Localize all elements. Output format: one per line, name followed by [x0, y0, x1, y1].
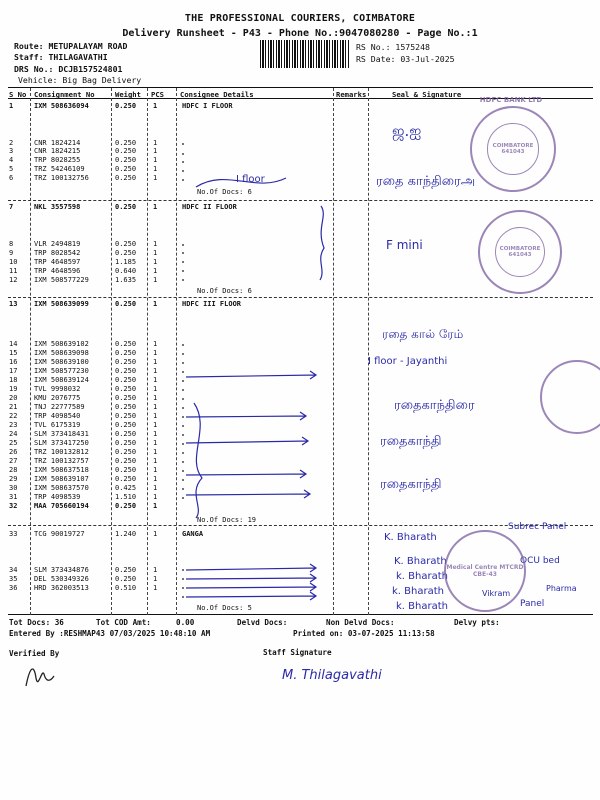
row-pieces: 1 — [153, 276, 158, 284]
row-serial-number: 16 — [9, 358, 18, 366]
row-consignment-number: TRZ 100132812 — [34, 448, 89, 456]
row-weight: 0.250 — [115, 403, 137, 411]
consignee-name: HDFC III FLOOR — [182, 300, 242, 308]
row-consignment-number: SLM 373434876 — [34, 566, 89, 574]
row-weight: 0.250 — [115, 102, 137, 110]
consignee-name: GANGA — [182, 530, 204, 538]
row-weight: 0.250 — [115, 466, 137, 474]
row-pieces: 1 — [153, 156, 158, 164]
total-docs: Tot Docs: 36 — [9, 618, 64, 627]
row-weight: 0.250 — [115, 240, 137, 248]
handwritten-note: Subrec Panel — [508, 522, 567, 532]
row-pieces: 1 — [153, 475, 158, 483]
row-consignment-number: IXM 508639100 — [34, 358, 89, 366]
row-weight: 0.250 — [115, 249, 137, 257]
row-weight: 1.635 — [115, 276, 137, 284]
col-header-sno: S No — [9, 90, 27, 99]
row-serial-number: 35 — [9, 575, 18, 583]
group-doc-count: No.Of Docs: 6 — [197, 287, 252, 295]
row-pieces: 1 — [153, 349, 158, 357]
company-title: THE PROFESSIONAL COURIERS, COIMBATORE — [184, 13, 416, 24]
rs-number: RS No.: 1575248 — [356, 42, 430, 52]
col-header-remarks: Remarks — [336, 90, 367, 99]
row-weight: 0.250 — [115, 439, 137, 447]
row-weight: 0.250 — [115, 349, 137, 357]
row-weight: 0.250 — [115, 394, 137, 402]
row-pieces: 1 — [153, 249, 158, 257]
vehicle-label: Vehicle: Big Bag Delivery — [18, 75, 142, 85]
medical-centre-stamp — [444, 530, 526, 612]
table-top-border — [8, 87, 593, 88]
row-consignment-number: TRZ 100132756 — [34, 174, 89, 182]
row-pieces: 1 — [153, 493, 158, 501]
verifier-signature-mark — [20, 656, 60, 692]
row-pieces: 1 — [153, 240, 158, 248]
row-weight: 1.510 — [115, 493, 137, 501]
table-bottom-border — [8, 614, 593, 615]
handwritten-signature: K. Bharath — [384, 532, 437, 543]
handwritten-note: Vikram — [482, 589, 511, 598]
stamp-label: HDFC BANK LTD — [479, 96, 543, 104]
row-consignment-number: SLM 373418431 — [34, 430, 89, 438]
handwritten-signature: ரதைகாந்திரை — [394, 398, 475, 413]
row-consignment-number: NKL 3557598 — [34, 203, 81, 211]
row-consignment-number: CNR 1824215 — [34, 147, 81, 155]
row-serial-number: 9 — [9, 249, 14, 257]
row-weight: 0.250 — [115, 165, 137, 173]
row-serial-number: 3 — [9, 147, 14, 155]
row-consignment-number: KMU 2076775 — [34, 394, 81, 402]
runsheet-subtitle: Delivery Runsheet - P43 - Phone No.:9047080280 - Page No.:1 — [122, 28, 478, 39]
group-doc-count: No.Of Docs: 19 — [197, 516, 257, 524]
row-consignment-number: MAA 705660194 — [34, 502, 89, 510]
handwritten-note: Pharma — [546, 584, 577, 593]
handwritten-note: OCU bed — [520, 556, 560, 566]
row-pieces: 1 — [153, 394, 158, 402]
row-pieces: 1 — [153, 139, 158, 147]
row-serial-number: 1 — [9, 102, 14, 110]
handwritten-signature: F mini — [386, 238, 423, 252]
row-serial-number: 30 — [9, 484, 18, 492]
handwritten-note: I floor — [236, 174, 265, 185]
row-consignment-number: TRP 4648596 — [34, 267, 81, 275]
staff-signature-label: Staff Signature — [263, 648, 332, 657]
row-pieces: 1 — [153, 147, 158, 155]
row-consignment-number: TVL 6175319 — [34, 421, 81, 429]
row-pieces: 1 — [153, 376, 158, 384]
row-serial-number: 5 — [9, 165, 14, 173]
row-serial-number: 6 — [9, 174, 14, 182]
row-serial-number: 19 — [9, 385, 18, 393]
drs-number: DRS No.: DCJB157524801 — [14, 64, 123, 74]
row-serial-number: 11 — [9, 267, 18, 275]
handwritten-signature: ரதை கால் ரேம் — [382, 327, 464, 341]
col-header-weight: Weight — [115, 90, 141, 99]
row-pieces: 1 — [153, 575, 158, 583]
delivery-points: Delvy pts: — [454, 618, 500, 627]
row-consignment-number: HRD 362003513 — [34, 584, 89, 592]
row-consignment-number: TRZ 100132757 — [34, 457, 89, 465]
row-pieces: 1 — [153, 421, 158, 429]
stamp-inner-text: COIMBATORE 641043 — [499, 246, 541, 258]
row-pieces: 1 — [153, 530, 158, 538]
handwritten-signature: k. Bharath — [396, 571, 448, 582]
row-consignment-number: IXM 508637570 — [34, 484, 89, 492]
delivered-docs: Delvd Docs: — [237, 618, 288, 627]
row-weight: 0.250 — [115, 575, 137, 583]
row-consignment-number: TRZ 54246109 — [34, 165, 85, 173]
row-weight: 1.240 — [115, 530, 137, 538]
stamp-inner — [495, 227, 545, 277]
row-serial-number: 28 — [9, 466, 18, 474]
handwritten-signature: ரதை காந்திரைஅ — [376, 174, 476, 189]
row-weight: 0.510 — [115, 584, 137, 592]
row-pieces: 1 — [153, 403, 158, 411]
row-serial-number: 2 — [9, 139, 14, 147]
stamp-text: Medical Centre MTCRD CBE-43 — [446, 564, 524, 578]
row-consignment-number: IXM 508639124 — [34, 376, 89, 384]
col-header-pcs: PCS — [151, 90, 164, 99]
stamp-inner — [487, 123, 538, 174]
row-serial-number: 27 — [9, 457, 18, 465]
printed-on: Printed on: 03-07-2025 11:13:58 — [293, 629, 435, 638]
row-consignment-number: IXM 508577230 — [34, 367, 89, 375]
row-weight: 0.250 — [115, 156, 137, 164]
row-serial-number: 25 — [9, 439, 18, 447]
row-pieces: 1 — [153, 412, 158, 420]
total-cod-label: Tot COD Amt: — [96, 618, 151, 627]
row-serial-number: 24 — [9, 430, 18, 438]
row-consignment-number: CNR 1824214 — [34, 139, 81, 147]
row-consignment-number: TRP 4098539 — [34, 493, 81, 501]
row-weight: 0.250 — [115, 139, 137, 147]
row-pieces: 1 — [153, 484, 158, 492]
row-consignment-number: VLR 2494819 — [34, 240, 81, 248]
handwritten-signature: k. Bharath — [392, 586, 444, 597]
dot-markers — [182, 143, 184, 598]
row-serial-number: 18 — [9, 376, 18, 384]
staff-label: Staff: THILAGAVATHI — [14, 52, 108, 62]
column-rule — [30, 88, 31, 615]
row-consignment-number: IXM 508636094 — [34, 102, 89, 110]
row-serial-number: 31 — [9, 493, 18, 501]
row-consignment-number: TNJ 22777589 — [34, 403, 85, 411]
row-serial-number: 36 — [9, 584, 18, 592]
row-weight: 0.250 — [115, 430, 137, 438]
col-header-consignment: Consignment No — [34, 90, 95, 99]
row-weight: 0.250 — [115, 376, 137, 384]
row-consignment-number: IXM 508639107 — [34, 475, 89, 483]
row-serial-number: 4 — [9, 156, 14, 164]
handwritten-signature: ரதைகாந்தி — [380, 477, 442, 492]
row-pieces: 1 — [153, 358, 158, 366]
row-pieces: 1 — [153, 566, 158, 574]
row-pieces: 1 — [153, 448, 158, 456]
handwritten-note: I floor - Jayanthi — [368, 356, 448, 367]
row-consignment-number: DEL 530349326 — [34, 575, 89, 583]
row-serial-number: 29 — [9, 475, 18, 483]
row-pieces: 1 — [153, 174, 158, 182]
row-pieces: 1 — [153, 267, 158, 275]
hdfc-bank-stamp — [470, 106, 556, 192]
row-pieces: 1 — [153, 439, 158, 447]
row-serial-number: 34 — [9, 566, 18, 574]
row-weight: 0.250 — [115, 147, 137, 155]
non-delivered-docs: Non Delvd Docs: — [326, 618, 395, 627]
row-consignment-number: IXM 508639102 — [34, 340, 89, 348]
row-weight: 0.250 — [115, 174, 137, 182]
row-weight: 0.250 — [115, 502, 137, 510]
row-consignment-number: TCG 90019727 — [34, 530, 85, 538]
row-weight: 1.185 — [115, 258, 137, 266]
handwritten-note: Panel — [520, 599, 545, 609]
row-weight: 0.250 — [115, 566, 137, 574]
column-rule — [368, 88, 369, 615]
col-header-consignee: Consignee Details — [180, 90, 254, 99]
consignee-name: HDFC II FLOOR — [182, 203, 237, 211]
row-serial-number: 14 — [9, 340, 18, 348]
row-weight: 0.250 — [115, 340, 137, 348]
row-serial-number: 33 — [9, 530, 18, 538]
handwritten-signature: k. Bharath — [396, 601, 448, 612]
row-serial-number: 32 — [9, 502, 18, 510]
row-pieces: 1 — [153, 165, 158, 173]
entered-by: Entered By :RESHMAP43 07/03/2025 10:48:10 AM — [9, 629, 211, 638]
column-rule — [147, 88, 148, 615]
consignee-name: HDFC I FLOOR — [182, 102, 233, 110]
route-label: Route: METUPALAYAM ROAD — [14, 41, 128, 51]
row-serial-number: 10 — [9, 258, 18, 266]
row-serial-number: 22 — [9, 412, 18, 420]
row-pieces: 1 — [153, 367, 158, 375]
row-weight: 0.250 — [115, 203, 137, 211]
row-weight: 0.425 — [115, 484, 137, 492]
group-doc-count: No.Of Docs: 6 — [197, 188, 252, 196]
row-weight: 0.250 — [115, 300, 137, 308]
row-serial-number: 12 — [9, 276, 18, 284]
row-weight: 0.250 — [115, 358, 137, 366]
row-consignment-number: TVL 9998032 — [34, 385, 81, 393]
row-serial-number: 8 — [9, 240, 14, 248]
row-consignment-number: IXM 508639099 — [34, 300, 89, 308]
row-weight: 0.640 — [115, 267, 137, 275]
total-cod-value: 0.00 — [176, 618, 195, 627]
row-serial-number: 21 — [9, 403, 18, 411]
row-serial-number: 23 — [9, 421, 18, 429]
row-consignment-number: TRP 4648597 — [34, 258, 81, 266]
row-weight: 0.250 — [115, 421, 137, 429]
row-pieces: 1 — [153, 502, 158, 510]
group-doc-count: No.Of Docs: 5 — [197, 604, 252, 612]
hdfc-bank-stamp — [540, 360, 600, 434]
row-pieces: 1 — [153, 102, 158, 110]
verified-by-label: Verified By — [9, 649, 60, 658]
row-weight: 0.250 — [115, 448, 137, 456]
handwritten-signature: ரதைகாந்தி — [380, 434, 442, 449]
rs-date: RS Date: 03-Jul-2025 — [356, 54, 455, 64]
row-consignment-number: TRP 4098540 — [34, 412, 81, 420]
row-pieces: 1 — [153, 340, 158, 348]
row-serial-number: 26 — [9, 448, 18, 456]
row-consignment-number: TRP 8028255 — [34, 156, 81, 164]
row-pieces: 1 — [153, 300, 158, 308]
row-serial-number: 7 — [9, 203, 14, 211]
staff-signature: M. Thilagavathi — [282, 668, 382, 683]
row-consignment-number: IXM 508637518 — [34, 466, 89, 474]
row-weight: 0.250 — [115, 457, 137, 465]
column-rule — [111, 88, 112, 615]
row-consignment-number: IXM 508639098 — [34, 349, 89, 357]
row-pieces: 1 — [153, 385, 158, 393]
row-consignment-number: TRP 8028542 — [34, 249, 81, 257]
col-header-signature: Seal & Signature — [392, 90, 462, 99]
row-consignment-number: SLM 373417250 — [34, 439, 89, 447]
ink-arrows — [186, 178, 324, 600]
handwritten-signature: K. Bharath — [394, 556, 447, 567]
handwritten-initials: ஜ.ஐ — [392, 122, 422, 140]
row-pieces: 1 — [153, 203, 158, 211]
barcode — [260, 40, 350, 68]
stamp-inner-text: COIMBATORE 641043 — [492, 143, 534, 155]
row-pieces: 1 — [153, 430, 158, 438]
row-pieces: 1 — [153, 457, 158, 465]
row-serial-number: 17 — [9, 367, 18, 375]
row-weight: 0.250 — [115, 475, 137, 483]
row-pieces: 1 — [153, 466, 158, 474]
row-weight: 0.250 — [115, 367, 137, 375]
hdfc-bank-stamp — [478, 210, 562, 294]
row-serial-number: 13 — [9, 300, 18, 308]
row-serial-number: 15 — [9, 349, 18, 357]
row-consignment-number: IXM 508577229 — [34, 276, 89, 284]
row-weight: 0.250 — [115, 412, 137, 420]
row-pieces: 1 — [153, 258, 158, 266]
row-weight: 0.250 — [115, 385, 137, 393]
row-serial-number: 20 — [9, 394, 18, 402]
row-pieces: 1 — [153, 584, 158, 592]
